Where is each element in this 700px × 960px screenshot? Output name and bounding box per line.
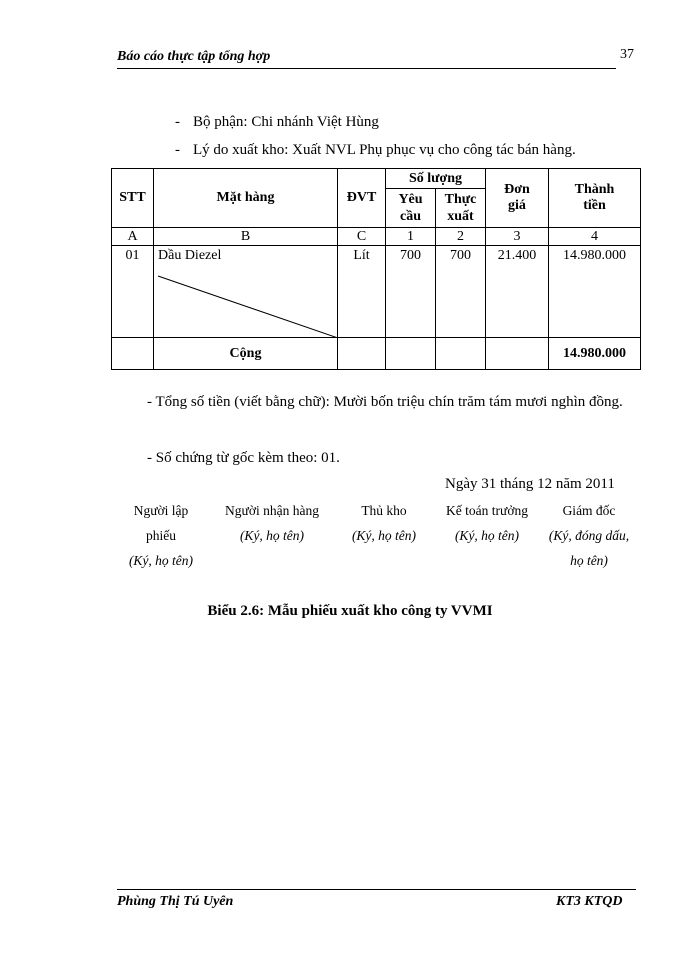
signature-role: Người nhận hàng [225,503,319,518]
header-qty-issued-line2: xuất [447,209,474,224]
header-price-line2: giá [508,198,526,213]
total-empty-qty2 [436,338,486,370]
header-price [486,169,549,228]
header-item: Mặt hàng [154,169,338,228]
signature-note: (Ký, họ tên) [239,528,305,543]
footer-class: KT3 KTQD [556,894,623,909]
signature-note: (Ký, đóng dấu, [548,528,630,543]
total-row [112,338,641,370]
total-label: Cộng [154,338,338,370]
bullet-department [175,114,379,131]
bullet-dash: - [175,114,180,130]
signature-chief-accountant [433,498,541,548]
header-amount-line1: Thành [574,182,615,197]
signature-note: họ tên) [570,553,608,568]
header-quantity: Số lượng [386,169,486,189]
amount-in-words: - Tổng số tiền (viết bằng chữ): Mười bốn triệu chín trăm tám mươi nghìn đồng. [147,394,623,410]
figure-caption: Biểu 2.6: Mẫu phiếu xuất kho công ty VVMI [207,603,493,619]
row-item-name: Dầu Diezel [158,248,222,263]
goods-issue-table [111,168,641,370]
page-number: 37 [620,47,634,62]
header-qty-requested-line1: Yêu [398,192,423,207]
row-qty-requested: 700 [386,246,436,338]
signature-preparer [117,498,205,573]
signature-note: (Ký, họ tên) [351,528,417,543]
header-qty-issued [436,189,486,228]
total-empty-qty1 [386,338,436,370]
code-2: 2 [436,228,486,246]
footer-rule [117,889,636,890]
header-amount [549,169,641,228]
total-empty-stt [112,338,154,370]
header-rule [117,68,616,69]
total-empty-price [486,338,549,370]
header-stt: STT [112,169,154,228]
signature-role: Thủ kho [361,503,407,518]
bullet-reason [175,142,576,159]
code-3: 3 [486,228,549,246]
total-empty-unit [338,338,386,370]
row-amount: 14.980.000 [549,246,641,338]
code-b: B [154,228,338,246]
total-amount: 14.980.000 [549,338,641,370]
bullet-text: Bộ phận: Chi nhánh Việt Hùng [193,114,379,130]
bullet-dash: - [175,142,180,158]
signature-note: (Ký, họ tên) [454,528,520,543]
row-price: 21.400 [486,246,549,338]
code-c: C [338,228,386,246]
header-unit: ĐVT [338,169,386,228]
date-line: Ngày 31 tháng 12 năm 2011 [445,476,615,492]
row-qty-issued: 700 [436,246,486,338]
row-unit: Lít [338,246,386,338]
header-qty-requested [386,189,436,228]
signature-role: Giám đốc [562,503,616,518]
bullet-text: Lý do xuất kho: Xuất NVL Phụ phục vụ cho công tác bán hàng. [193,142,576,158]
code-4: 4 [549,228,641,246]
code-1: 1 [386,228,436,246]
signature-role: phiếu [146,528,176,543]
attached-docs: - Số chứng từ gốc kèm theo: 01. [147,450,340,466]
table-row [112,246,641,338]
signature-storekeeper [340,498,428,548]
row-stt: 01 [112,246,154,338]
footer-author: Phùng Thị Tú Uyên [117,894,234,909]
signature-note: (Ký, họ tên) [128,553,194,568]
header-price-line1: Đơn [504,182,530,197]
code-a: A [112,228,154,246]
header-qty-issued-line1: Thực [444,192,477,207]
signature-role: Người lập [133,503,189,518]
header-amount-line2: tiền [583,198,606,213]
signature-role: Kế toán trưởng [446,503,528,518]
signature-receiver [212,498,332,548]
header-title: Báo cáo thực tập tổng hợp [117,49,271,64]
signature-director [541,498,637,573]
header-qty-requested-line2: cầu [400,209,421,224]
row-item [154,246,338,338]
